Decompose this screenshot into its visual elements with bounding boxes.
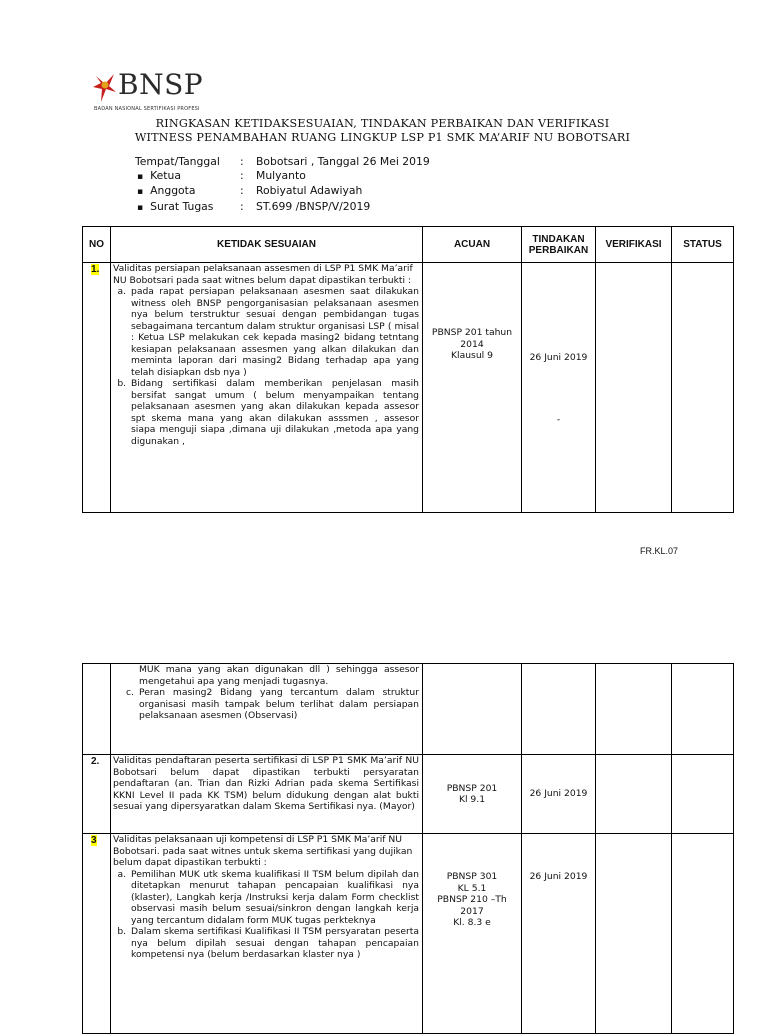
status-cell — [672, 834, 734, 1034]
header-tindakan-perbaikan: TINDAKAN PERBAIKAN — [522, 227, 596, 263]
acuan-line: PBNSP 201 — [446, 782, 498, 794]
acuan-line: PBNSP 210 –Th — [437, 894, 507, 905]
title-line-1: RINGKASAN KETIDAKSESUAIAN, TINDAKAN PERBAIKAN DAN VERIFIKASI — [155, 117, 610, 130]
meta-colon: : — [240, 155, 244, 168]
acuan-line: 2014 — [460, 338, 484, 350]
meta-row-place-date — [135, 155, 430, 169]
ks-item-a: a. Pemilihan MUK utk skema kualifikasi II TSM belum dipilah dan ditetapkan menurut tahapan pencapaian kualifikasi nya (klaster), Langkah kerja /Instruksi kerja dalam Form checklist observasi masih belum sesuai/sinkron dengan langkah kerja yang tercantum didalam form MUK tugas perkteknya — [129, 869, 419, 927]
acuan-line: KL 5.1 — [457, 882, 487, 894]
verifikasi-cell — [596, 664, 672, 755]
form-code: FR.KL.07 — [640, 546, 679, 556]
meta-colon: : — [240, 169, 244, 183]
ks-intro: Validitas pelaksanaan uji kompetensi di LSP P1 SMK Ma’arif NU Bobotsari. pada saat witnes untuk skema sertifikasi yang dujikan belum dapat dipastikan terbukti : — [113, 834, 413, 868]
meta-value: Mulyanto — [256, 169, 306, 183]
acuan-line: 2017 — [460, 905, 484, 917]
meta-colon: : — [240, 184, 244, 198]
header-no: NO — [83, 227, 111, 263]
header-verifikasi: VERIFIKASI — [596, 227, 672, 263]
table-row — [83, 263, 734, 513]
status-cell — [672, 664, 734, 755]
meta-value: ST.699 /BNSP/V/2019 — [256, 199, 371, 213]
ks-item-a: a. pada rapat persiapan pelaksanaan asesmen saat dilakukan witness oleh BNSP pengorganisasian pelaksanaan asesmen nya belum terstruktur sesuai dengan pembidangan tugas sebagaimana tercantum dalam struktur organisasi LSP ( misal : Ketua LSP melakukan cek kepada masing2 bidang tetntang kesiapan pelaksanaan assesmen yang alkan dilakukan dan meminta laporan dari masing2 Bidang terhadap apa yang telah disiapkan dsb nya ) — [129, 286, 419, 378]
meta-colon: : — [240, 199, 244, 213]
table-row — [83, 834, 734, 1034]
tp-date: 26 Juni 2019 — [529, 352, 588, 363]
table-header-row — [83, 227, 734, 263]
ks-item-b: b. Dalam skema sertifikasi Kualifikasi II TSM persyaratan peserta nya belum dipilah sesuai dengan tahapan pencapaian kompetensi nya (belum berdasarkan klaster nya ) — [129, 926, 419, 961]
ks-intro: Validitas persiapan pelaksanaan assesmen di LSP P1 SMK Ma’arif NU Bobotsari pada saat witnes belum dapat dipastikan terbukti : — [113, 263, 413, 286]
row-number — [83, 664, 111, 755]
row-number: 1. — [83, 263, 111, 513]
header-status: STATUS — [672, 227, 734, 263]
tindakan-perbaikan-cell: 26 Juni 2019 — [522, 834, 596, 1034]
acuan-cell — [423, 664, 522, 755]
nonconformity-table-page-1 — [82, 226, 734, 513]
meta-row-ketua — [135, 169, 430, 184]
verifikasi-cell — [596, 263, 672, 513]
meta-value: Robiyatul Adawiyah — [256, 184, 363, 198]
tindakan-perbaikan-cell: 26 Juni 2019 — [522, 755, 596, 834]
ketidak-sesuaian-cell — [111, 263, 423, 513]
ks-continued-text: MUK mana yang akan digunakan dll ) sehingga assesor mengetahui apa yang menjadi tugasnya. — [139, 664, 419, 687]
tindakan-perbaikan-cell — [522, 664, 596, 755]
meta-value: Bobotsari , Tanggal 26 Mei 2019 — [256, 155, 430, 168]
acuan-line: Klausul 9 — [451, 350, 493, 361]
ks-item-c-marker: c. — [126, 687, 134, 698]
meta-row-surat-tugas — [135, 200, 430, 215]
logo-text: BNSP — [118, 68, 204, 101]
acuan-line: PBNSP 301 — [446, 871, 498, 882]
acuan-cell — [423, 263, 522, 513]
meta-label: ▪ Surat Tugas — [135, 200, 240, 215]
bnsp-logo — [92, 68, 202, 112]
row-number: 3 — [83, 834, 111, 1034]
meta-label: ▪ Anggota — [135, 184, 240, 199]
meta-label: Tempat/Tanggal — [135, 155, 220, 168]
table-row-continued — [83, 664, 734, 755]
verifikasi-cell — [596, 755, 672, 834]
acuan-cell — [423, 834, 522, 1034]
table-row — [83, 755, 734, 834]
acuan-line: PBNSP 201 tahun — [431, 327, 513, 338]
meta-row-anggota — [135, 184, 430, 199]
title-line-2: WITNESS PENAMBAHAN RUANG LINGKUP LSP P1 SMK MA’ARIF NU BOBOTSARI — [134, 130, 631, 144]
ketidak-sesuaian-cell — [111, 664, 423, 755]
verifikasi-cell — [596, 834, 672, 1034]
ketidak-sesuaian-cell: Validitas pendaftaran peserta sertifikasi di LSP P1 SMK Ma’arif NU Bobotsari belum dapat dipastikan terbukti persyaratan pendaftaran (an. Trian dan Rizki Adrian pada skema Sertifikasi KKNI Level II pada KK TSM) belum didukung dengan alat bukti sesuai yang dipersyaratkan dalam Skema Sertifikasi nya. (Mayor) — [111, 755, 423, 834]
acuan-line: Kl 9.1 — [458, 794, 486, 805]
status-cell — [672, 263, 734, 513]
acuan-line: Kl. 8.3 e — [453, 917, 491, 928]
acuan-cell — [423, 755, 522, 834]
ks-item-b: b. Bidang sertifikasi dalam memberikan penjelasan masih bersifat sangat umum ( belum menyampaikan tentang pelaksanaan asesmen yang akan dilakukan kepada assesor spt skema mana yang akan dilakukan asssmen , assesor siapa menguji siapa ,dimana uji dilakukan ,metoda apa yang digunakan , — [129, 378, 419, 447]
tp-dash: - — [556, 413, 561, 425]
tindakan-perbaikan-cell — [522, 263, 596, 513]
logo-subtitle: BADAN NASIONAL SERTIFIKASI PROFESI — [94, 106, 200, 112]
ketidak-sesuaian-cell — [111, 834, 423, 1034]
header-ketidak-sesuaian: KETIDAK SESUAIAN — [111, 227, 423, 263]
ks-item-c: c. Peran masing2 Bidang yang tercantum dalam struktur organisasi masih tampak belum terlihat dalam persiapan pelaksanaan asesmen (Observasi) — [126, 687, 419, 721]
bnsp-emblem-icon — [92, 70, 118, 104]
meta-label: ▪ Ketua — [135, 169, 240, 184]
document-title — [120, 117, 645, 144]
row-number: 2. — [83, 755, 111, 834]
meta-info — [135, 155, 430, 215]
nonconformity-table-page-2 — [82, 663, 734, 1034]
status-cell — [672, 755, 734, 834]
header-acuan: ACUAN — [423, 227, 522, 263]
